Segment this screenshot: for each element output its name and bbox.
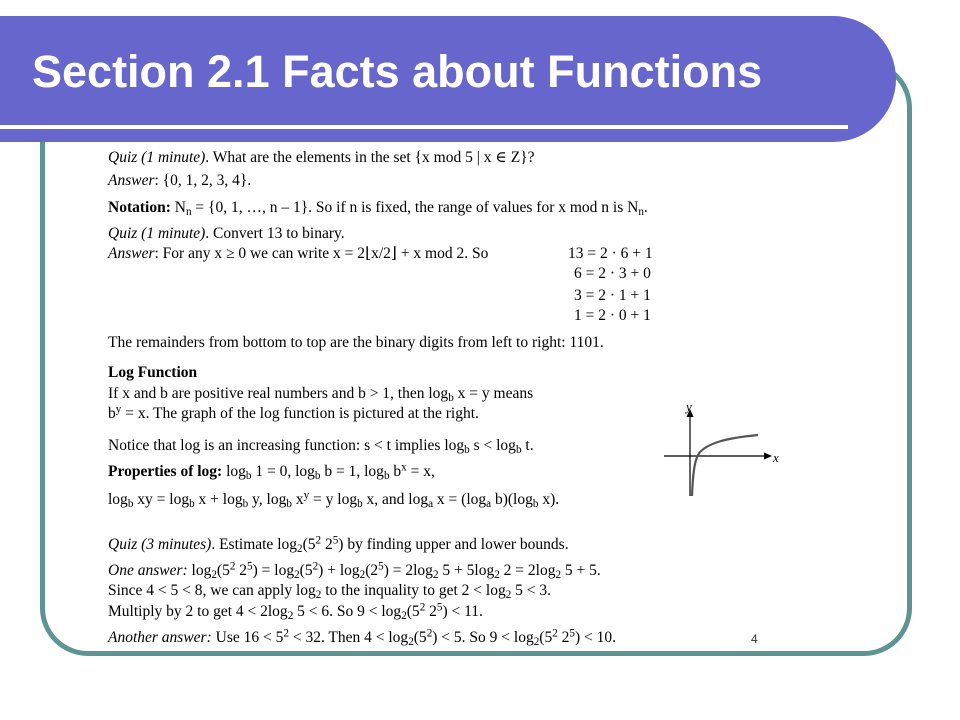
quiz2-label: Quiz (1 minute): [108, 225, 206, 242]
log-function-graph: [662, 400, 787, 500]
log-function-heading: Log Function: [108, 364, 198, 381]
quiz1-label: Quiz (1 minute): [108, 149, 206, 166]
quiz2-question-line: [108, 224, 345, 243]
quiz3-question: . Estimate $\log_2(5^2$ $2^5$) by finding upper and lower bounds.: [211, 534, 569, 556]
binary-equation-4: 1 = 2 · 0 + 1: [574, 307, 651, 324]
log-properties-2: $\log_b$ xy = $\log_b x + \log_b y$, $\log_b x^y = y$ $\log_b x$, and $\log_a x = (\log_a$ $b)(\log_b$ x).: [108, 489, 560, 511]
quiz1-question: . What are the elements in the set {x mod 5 | x ∈ Z}?: [205, 149, 535, 166]
quiz2-answer: : For any x ≥ 0 we can write x = 2⌊x/2⌋ + x mod 2. So: [154, 245, 489, 262]
quiz3-one-answer-label: One answer:: [108, 562, 188, 579]
quiz1-answer: : {0, 1, 2, 3, 4}.: [154, 172, 252, 189]
quiz2-question: . Convert 13 to binary.: [205, 225, 345, 242]
log-properties-1: $\log_b 1 = 0$, $\log_b b = 1$, $\log_b b^x = x$,: [226, 461, 435, 483]
graph-y-label: y: [686, 400, 692, 414]
graph-x-label: x: [773, 450, 779, 465]
log-increasing: Notice that log is an increasing function: s < t implies $\log_b s < \log_b t$.: [108, 437, 534, 457]
log-definition-1: If x and b are positive real numbers and b > 1, then $\log_b x = y$ means: [108, 385, 534, 405]
quiz1-question-line: [108, 148, 534, 167]
log-definition-2: $b^y = x$. The graph of the log function is pictured at the right.: [108, 403, 479, 422]
log-properties-label: Properties of log:: [108, 463, 223, 480]
log-properties-line-1: [108, 462, 435, 481]
notation-text: $N_n = \{0$, 1, …, n – 1}. So if n is fixed, the range of values for x mod n is $N_n$.: [174, 199, 648, 219]
notation-line: [108, 198, 648, 217]
quiz2-answer-label: Answer: [108, 245, 155, 262]
quiz3-one-answer-line: [108, 561, 601, 580]
quiz3-question-line: [108, 535, 569, 554]
graph-x-arrow: [764, 453, 772, 460]
quiz3-step-3: Multiply by 2 to get $4 < 2\log_2$ 5 < 6. So $9 < \log_2(5^2$ $2^5) < 11$.: [108, 601, 483, 623]
title-rule: [0, 125, 848, 129]
quiz3-another-answer-label: Another answer:: [108, 629, 212, 646]
quiz3-one-answer: $\log_2(5^2$ $2^5) = \log_2(5^2) + \log_2(2^5) = 2\log_2$ $5 + 5\log_2$ $2 = 2\log_2$ 5 + 5.: [191, 560, 601, 582]
binary-equation-1: 13 = 2 · 6 + 1: [568, 245, 653, 262]
quiz3-step-2: Since 4 < 5 < 8, we can apply $\log_2$ to the inquality to get $2 < \log_2 5 < 3$.: [108, 582, 552, 602]
binary-equation-2: 6 = 2 · 3 + 0: [574, 265, 651, 282]
quiz3-another-answer: Use $16 < 5^2 < 32$. Then $4 < \log_2(5^2) < 5$. So $9 < \log_2(5^2$ $2^5) < 10$.: [215, 627, 617, 649]
quiz3-another-answer-line: [108, 628, 616, 647]
binary-equation-3: 3 = 2 · 1 + 1: [574, 287, 651, 304]
quiz2-answer-line: [108, 244, 488, 263]
notation-label: Notation:: [108, 199, 171, 216]
quiz1-answer-label: Answer: [108, 172, 155, 189]
quiz3-label: Quiz (3 minutes): [108, 536, 212, 553]
slide-title: Section 2.1 Facts about Functions: [32, 46, 763, 97]
page-number: 4: [751, 632, 758, 646]
quiz1-answer-line: [108, 171, 251, 190]
log-curve: [692, 435, 758, 496]
binary-conclusion: The remainders from bottom to top are the binary digits from left to right: 1101.: [108, 334, 604, 351]
